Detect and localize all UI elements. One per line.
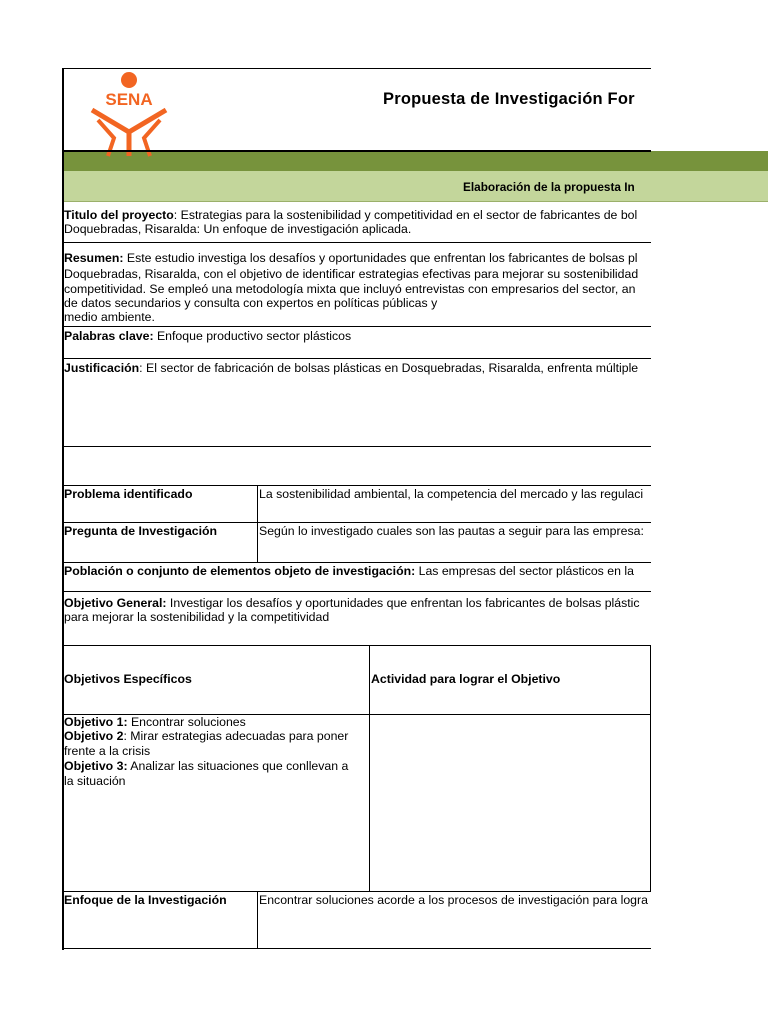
resumen-value: Este estudio investiga los desafíos y oportunidades que enfrentan los fabricantes de bolsas pl xyxy=(123,251,638,265)
objetivo-2-value: : Mirar estrategias adecuadas para poner xyxy=(123,729,349,743)
pregunta-value: Según lo investigado cuales son las pautas a seguir para las empresa: xyxy=(259,524,644,538)
column-divider xyxy=(369,645,370,892)
resumen-label: Resumen: xyxy=(64,251,124,265)
pregunta-label: Pregunta de Investigación xyxy=(64,524,218,538)
objetivo-general-label: Objetivo General: xyxy=(64,596,167,610)
enfoque-label: Enfoque de la Investigación xyxy=(64,893,227,907)
objetivo-general-line-2: para mejorar la sostenibilidad y la competitividad xyxy=(64,610,330,624)
poblacion-row xyxy=(64,565,634,578)
row-border xyxy=(62,591,651,592)
objetivo-3-label: Objetivo 3: xyxy=(64,759,128,773)
objetivo-1-label: Objetivo 1: xyxy=(64,715,128,729)
objetivo-2 xyxy=(64,730,348,743)
objetivo-3 xyxy=(64,760,348,773)
row-border xyxy=(62,645,651,646)
enfoque-value: Encontrar soluciones acorde a los procesos de investigación para logra xyxy=(259,893,648,907)
column-divider xyxy=(650,645,651,892)
table-header-objetivos: Objetivos Específicos xyxy=(64,672,192,686)
resumen-line-2: Doquebradas, Risaralda, con el objetivo de identificar estrategias efectivas para mejorar su sostenibilidad xyxy=(64,267,639,281)
objetivo-3-value: Analizar las situaciones que conllevan a xyxy=(127,759,349,773)
svg-text:SENA: SENA xyxy=(105,90,153,109)
table-header-actividad: Actividad para lograr el Objetivo xyxy=(371,672,561,686)
resumen-line-5: medio ambiente. xyxy=(64,310,155,324)
justificacion-value: : El sector de fabricación de bolsas plásticas en Dosquebradas, Risaralda, enfrenta múltiple xyxy=(139,361,639,375)
justificacion-label: Justificación xyxy=(64,361,140,375)
problema-value: La sostenibilidad ambiental, la competencia del mercado y las regulaci xyxy=(259,487,644,501)
column-divider xyxy=(257,891,258,949)
palabras-label: Palabras clave: xyxy=(64,329,154,343)
titulo-label: Titulo del proyecto xyxy=(64,208,174,222)
bottom-border xyxy=(62,948,651,949)
left-border xyxy=(62,68,64,950)
resumen-line-1 xyxy=(64,252,638,265)
row-border xyxy=(62,358,651,359)
row-border xyxy=(62,485,651,486)
resumen-line-4: de datos secundarios y consulta con expertos en políticas públicas y xyxy=(64,296,438,310)
row-border xyxy=(62,242,651,243)
objetivo-2-cont: frente a la crisis xyxy=(64,744,151,758)
objetivo-2-label: Objetivo 2 xyxy=(64,729,124,743)
band-border xyxy=(62,150,651,152)
page-title: Propuesta de Investigación For xyxy=(383,90,635,108)
resumen-line-3: competitividad. Se empleó una metodología mixta que incluyó entrevistas con empresarios del sector, an xyxy=(64,282,636,296)
problema-label: Problema identificado xyxy=(64,487,193,501)
objetivo-1 xyxy=(64,716,246,729)
objetivo-general-value: Investigar los desafíos y oportunidades que enfrentan los fabricantes de bolsas plástic xyxy=(166,596,640,610)
row-border xyxy=(62,446,651,447)
objetivo-general-line-1 xyxy=(64,597,640,610)
objetivo-1-value: Encontrar soluciones xyxy=(127,715,246,729)
titulo-value: : Estrategias para la sostenibilidad y competitividad en el sector de fabricantes de bol xyxy=(173,208,638,222)
section-subtitle: Elaboración de la propuesta In xyxy=(463,180,635,194)
palabras-row xyxy=(64,330,351,343)
row-border xyxy=(62,562,651,563)
objetivo-3-cont: la situación xyxy=(64,774,126,788)
row-border xyxy=(62,326,651,327)
palabras-value: Enfoque productivo sector plásticos xyxy=(153,329,352,343)
row-border xyxy=(62,891,651,892)
poblacion-label: Población o conjunto de elementos objeto de investigación: xyxy=(64,564,416,578)
titulo-line-1 xyxy=(64,209,637,222)
poblacion-value: Las empresas del sector plásticos en la xyxy=(415,564,634,578)
justificacion-row xyxy=(64,362,638,375)
sena-logo-icon xyxy=(84,70,174,158)
row-border xyxy=(62,522,651,523)
top-border xyxy=(62,68,651,69)
titulo-line-2: Doquebradas, Risaralda: Un enfoque de investigación aplicada. xyxy=(64,222,412,236)
column-divider xyxy=(257,485,258,563)
